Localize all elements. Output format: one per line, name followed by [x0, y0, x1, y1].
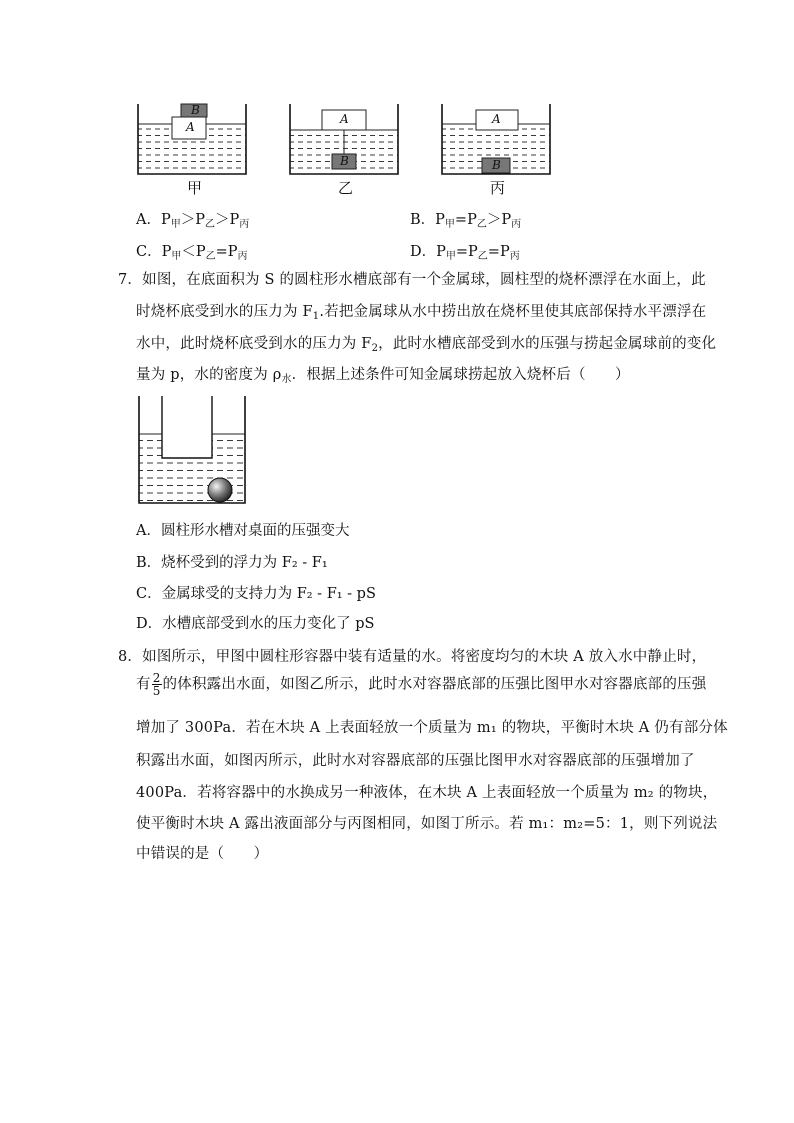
- q8-line-3: 增加了 300Pa．若在木块 A 上表面轻放一个质量为 m₁ 的物块，平衡时木块 A 仍有部分体: [136, 720, 728, 736]
- figure-q7-tank: [136, 392, 248, 506]
- q7-option-b[interactable]: B．烧杯受到的浮力为 F₂ - F₁: [136, 555, 328, 571]
- block-b-label: B: [191, 103, 200, 117]
- q6-option-b[interactable]: B．$P_甲=P_乙>P_丙$: [410, 212, 522, 230]
- q7-line-4: 量为 p，水的密度为 $\rho_水$．根据上述条件可知金属球捞起放入烧杯后（ ）: [136, 367, 630, 385]
- q8-line-5: 400Pa．若将容器中的水换成另一种液体，在木块 A 上表面轻放一个质量为 m₂ 的物块，: [136, 785, 718, 801]
- q8-line-6: 使平衡时木块 A 露出液面部分与丙图相同，如图丁所示。若 m₁：m₂=5：1，则下列说法: [136, 816, 718, 832]
- q7-option-c[interactable]: C．金属球受的支持力为 F₂ - F₁ - pS: [136, 586, 376, 602]
- block-a-label: A: [492, 112, 501, 126]
- block-a-label: A: [186, 120, 195, 134]
- q7-option-a[interactable]: A．圆柱形水槽对桌面的压强变大: [136, 523, 350, 539]
- q6-option-d[interactable]: D．$P_甲=P_乙=P_丙$: [410, 244, 520, 262]
- q8-line-1: 8．如图所示，甲图中圆柱形容器中装有适量的水。将密度均匀的木块 A 放入水中静止时，: [118, 649, 707, 665]
- q8-line-4: 积露出水面，如图丙所示，此时水对容器底部的压强比图甲水对容器底部的压强增加了: [136, 753, 695, 769]
- q7-option-d[interactable]: D．水槽底部受到水的压力变化了 pS: [136, 616, 375, 632]
- q8-line-7: 中错误的是（ ）: [136, 846, 269, 862]
- q8-line-2: 有 $\frac{2}{5}$ 的体积露出水面，如图乙所示，此时水对容器底部的压强比图甲水对容器底部的压强: [136, 671, 707, 698]
- figure-label-bing: 丙: [490, 179, 506, 197]
- block-b-label: B: [340, 154, 349, 168]
- block-b-label: B: [492, 158, 501, 172]
- q7-line-1: 7．如图，在底面积为 S 的圆柱形水槽底部有一个金属球，圆柱型的烧杯漂浮在水面上，此: [118, 272, 706, 288]
- block-a-label: A: [340, 112, 349, 126]
- q6-option-a[interactable]: A．$P_甲>P_乙>P_丙$: [136, 212, 250, 230]
- q6-option-c[interactable]: C．$P_甲<P_乙=P_丙$: [136, 244, 248, 262]
- q7-line-3: 水中，此时烧杯底受到水的压力为 $F_2$，此时水槽底部受到水的压强与捞起金属球前的变化: [136, 336, 717, 354]
- figure-label-yi: 乙: [338, 179, 354, 197]
- fraction: $\frac{2}{5}$: [152, 671, 161, 698]
- figure-label-jia: 甲: [187, 179, 203, 197]
- q7-line-2: 时烧杯底受到水的压力为 $F_1$.若把金属球从水中捞出放在烧杯里使其底部保持水平漂浮在: [136, 304, 707, 322]
